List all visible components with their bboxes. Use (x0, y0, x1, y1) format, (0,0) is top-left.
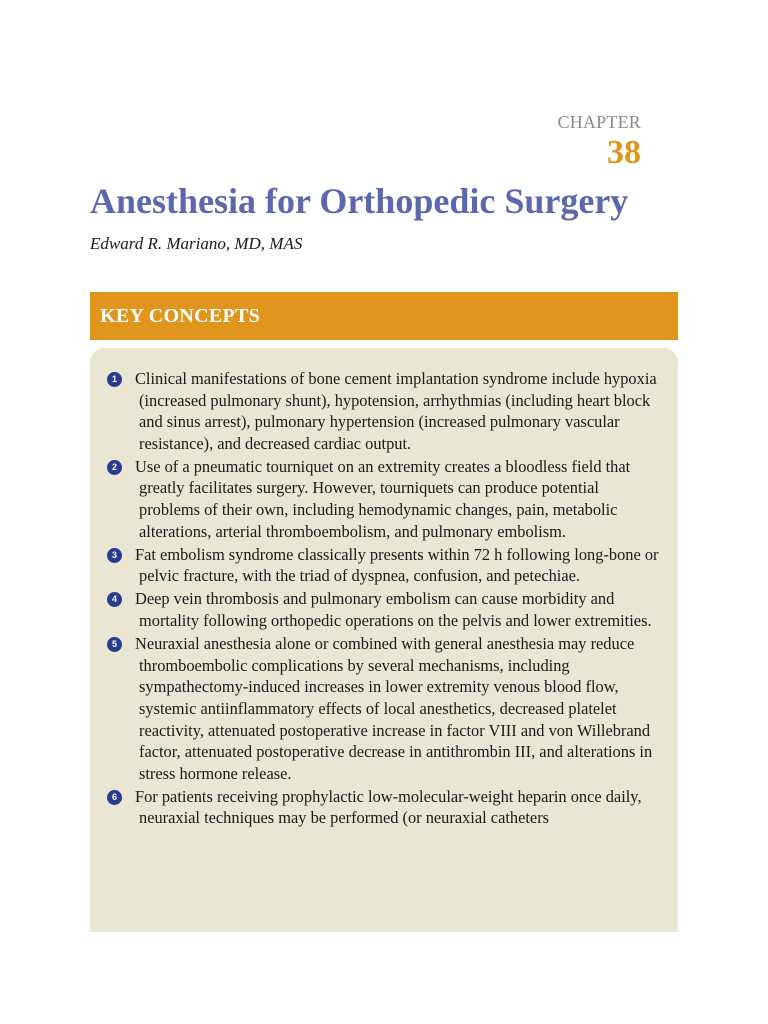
concept-text: Fat embolism syndrome classically presents within 72 h following long-bone or pelvic fracture, with the triad of dyspnea, confusion, and petechiae. (135, 544, 659, 586)
concept-item (107, 368, 660, 454)
concept-text: Neuraxial anesthesia alone or combined with general anesthesia may reduce thromboembolic complications by several mechanisms, including sympathectomy-induced increases in lower extremity venous blood flow, systemic antiinflammatory effects of local anesthetics, decreased platelet reactivity, attenuated postoperative increase in factor VIII and von Willebrand factor, attenuated postoperative decrease in antithrombin III, and alterations in stress hormone release. (135, 634, 653, 783)
author-name: Edward R. Mariano, MD, MAS (90, 234, 303, 253)
concept-item (107, 633, 660, 784)
chapter-label: CHAPTER (557, 112, 641, 132)
key-concepts-heading: KEY CONCEPTS (100, 304, 261, 327)
concept-text: Clinical manifestations of bone cement implantation syndrome include hypoxia (increased pulmonary shunt), hypotension, arrhythmias (including heart block and sinus arrest), pulmonary hypertension (increased pulmonary vascular resistance), and decreased cardiac output. (135, 369, 657, 453)
concept-text: Use of a pneumatic tourniquet on an extremity creates a bloodless field that greatly facilitates surgery. However, tourniquets can produce potential problems of their own, including hemodynamic changes, pain, metabolic alterations, arterial thromboembolism, and pulmonary embolism. (135, 456, 631, 541)
concept-number-badge: 3 (107, 548, 122, 563)
chapter-number: 38 (607, 134, 641, 171)
concept-item (107, 786, 660, 829)
key-concepts-header (90, 292, 678, 340)
concept-item (107, 544, 660, 587)
concept-item (107, 588, 660, 631)
concept-number-badge: 5 (107, 637, 122, 652)
concept-item (107, 456, 660, 542)
concept-number-badge: 1 (107, 372, 122, 387)
concept-number-badge: 4 (107, 592, 122, 607)
concept-text: Deep vein thrombosis and pulmonary embolism can cause morbidity and mortality following orthopedic operations on the pelvis and lower extremities. (135, 589, 652, 631)
chapter-title: Anesthesia for Orthopedic Surgery (90, 181, 629, 221)
concept-number-badge: 2 (107, 460, 122, 475)
key-concepts-list (107, 368, 660, 829)
concept-number-badge: 6 (107, 790, 122, 805)
concept-text: For patients receiving prophylactic low-molecular-weight heparin once daily, neuraxial techniques may be performed (or neuraxial catheters (135, 786, 642, 828)
key-concepts-panel (90, 348, 678, 932)
